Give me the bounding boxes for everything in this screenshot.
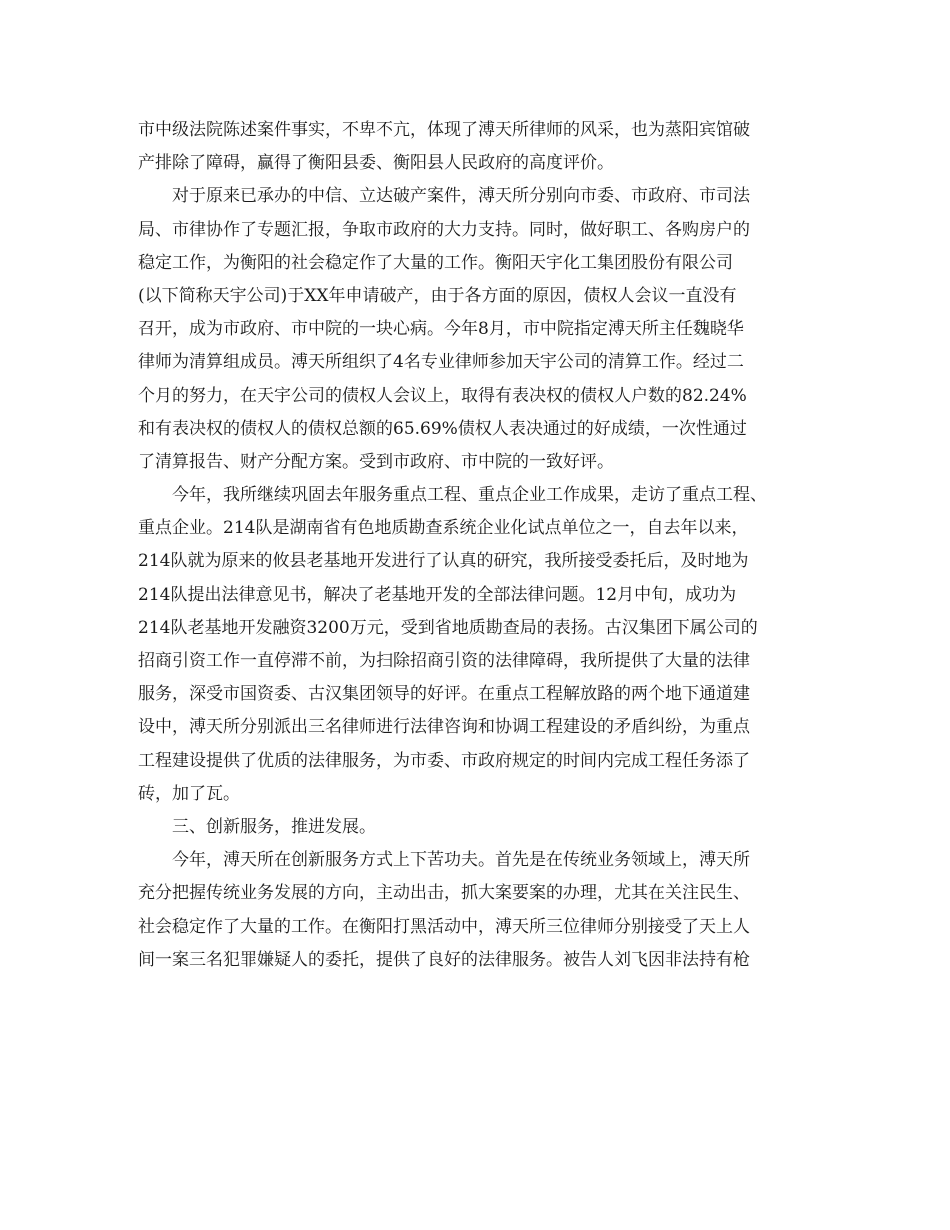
text-line: 三、创新服务，推进发展。 — [172, 816, 376, 837]
document-body — [138, 114, 838, 977]
text-line: 设中，溥天所分别派出三名律师进行法律咨询和协调工程建设的矛盾纠纷，为重点 — [138, 717, 750, 738]
text-line: 个月的努力，在天宇公司的债权人会议上，取得有表决权的债权人户数的82.24% — [138, 385, 747, 406]
text-line: 律师为清算组成员。溥天所组织了4名专业律师参加天宇公司的清算工作。经过二 — [138, 352, 744, 373]
text-line: 服务，深受市国资委、古汉集团领导的好评。在重点工程解放路的两个地下通道建 — [138, 684, 750, 705]
text-line: 市中级法院陈述案件事实，不卑不亢，体现了溥天所律师的风采，也为蒸阳宾馆破 — [138, 120, 750, 140]
text-line: 产排除了障碍，赢得了衡阳县委、衡阳县人民政府的高度评价。 — [138, 153, 614, 174]
text-line: 214队就为原来的攸县老基地开发进行了认真的研究，我所接受委托后，及时地为 — [138, 551, 749, 572]
text-line: 重点企业。214队是湖南省有色地质勘查系统企业化试点单位之一，自去年以来， — [138, 518, 749, 539]
text-line: 间一案三名犯罪嫌疑人的委托，提供了良好的法律服务。被告人刘飞因非法持有枪 — [138, 949, 750, 970]
text-line: 了清算报告、财产分配方案。受到市政府、市中院的一致好评。 — [138, 451, 614, 472]
text-line: 砖，加了瓦。 — [138, 783, 240, 804]
text-line: 对于原来已承办的中信、立达破产案件，溥天所分别向市委、市政府、市司法 — [172, 186, 750, 207]
text-line: 社会稳定作了大量的工作。在衡阳打黑活动中，溥天所三位律师分别接受了天上人 — [138, 916, 750, 937]
text-line: 和有表决权的债权人的债权总额的65.69%债权人表决通过的好成绩，一次性通过 — [138, 418, 747, 439]
text-line: 稳定工作，为衡阳的社会稳定作了大量的工作。衡阳天宇化工集团股份有限公司 — [138, 252, 733, 273]
text-line: 214队老基地开发融资3200万元，受到省地质勘查局的表扬。古汉集团下属公司的 — [138, 617, 758, 638]
text-line: 今年，我所继续巩固去年服务重点工程、重点企业工作成果，走访了重点工程、 — [172, 485, 767, 506]
text-line: 局、市律协作了专题汇报，争取市政府的大力支持。同时，做好职工、各购房户的 — [138, 219, 750, 240]
text-line: 充分把握传统业务发展的方向，主动出击，抓大案要案的办理，尤其在关注民生、 — [138, 883, 750, 904]
text-line: 今年，溥天所在创新服务方式上下苦功夫。首先是在传统业务领域上，溥天所 — [172, 850, 750, 871]
text-line: 招商引资工作一直停滞不前，为扫除招商引资的法律障碍，我所提供了大量的法律 — [138, 651, 750, 671]
text-line: 召开，成为市政府、市中院的一块心病。今年8月，市中院指定溥天所主任魏晓华 — [138, 319, 744, 340]
text-line: (以下简称天宇公司)于XX年申请破产，由于各方面的原因，债权人会议一直没有 — [138, 285, 737, 306]
text-line: 214队提出法律意见书，解决了老基地开发的全部法律问题。12月中旬，成功为 — [138, 584, 737, 605]
text-line: 工程建设提供了优质的法律服务，为市委、市政府规定的时间内完成工程任务添了 — [138, 750, 750, 771]
